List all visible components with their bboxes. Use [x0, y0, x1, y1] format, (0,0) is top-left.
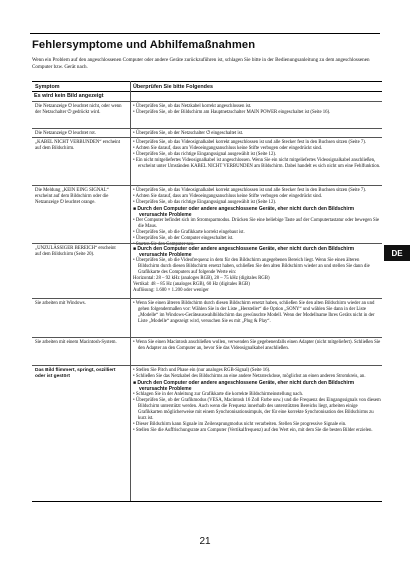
symptom-cell: Die Meldung „KEIN EING SIGNAL“ erscheint auf dem Bildschirm oder die Netzanzeige ⏻ leuchtet orange.	[35, 187, 109, 205]
check-item: • Stellen Sie Pitch und Phase ein (nur analoges RGB-Signal) (Seite 16).	[133, 367, 271, 373]
table-row	[32, 337, 382, 366]
check-item: • Ein nicht mitgeliefertes Videosignalkabel ist angeschlossen. Wenn Sie ein nicht mitgeliefertes Videosignalkabel anschließen, erscheint unter Umständen KABEL NICHT VERBUNDEN am Bildschirm. Dabei handelt es sich nicht um eine Fehlfunktion.	[133, 157, 381, 169]
symptom-cell: Die Netzanzeige ⏻ leuchtet nicht, oder wenn der Netzschalter ⏻ gedrückt wird.	[35, 103, 122, 115]
check-item: • Überprüfen Sie, ob das richtige Eingangssignal ausgewählt ist (Seite 12).	[133, 151, 277, 157]
check-item: Horizontal: 28 – 92 kHz (analoges RGB), 28 – 75 kHz (digitales RGB)	[133, 275, 270, 281]
table-row	[32, 185, 382, 247]
check-item: • Überprüfen Sie, ob die Videofrequenz in dem für den Bildschirm angegebenen Bereich liegt. Wenn Sie einen älteren Bildschirm durch diesen Bildschirm ersetzt haben, schließen Sie den alten Bildschirm wieder an und stellen Sie dann die Grafikkarte des Computers auf folgende Werte ein:	[133, 257, 370, 275]
check-cell	[133, 131, 381, 137]
check-cell	[133, 368, 381, 434]
check-item: • Wenn Sie einen Macintosh anschließen wollen, verwenden Sie gegebenenfalls einen Adapter (nicht mitgeliefert). Schließen Sie den Adapter an den Computer an, bevor Sie das Videosignalkabel anschließen.	[133, 339, 381, 351]
section-heading: Es wird kein Bild angezeigt	[34, 93, 104, 99]
table-bottom-rule	[32, 501, 382, 502]
table-header	[32, 81, 382, 92]
check-item: Vertikal: 48 – 85 Hz (analoges RGB), 60 Hz (digitales RGB)	[133, 281, 250, 287]
check-cell	[133, 104, 381, 116]
check-cell	[133, 188, 381, 248]
check-item: • Dieser Bildschirm kann Signale im Zeilensprungmodus nicht verarbeiten. Stellen Sie progressive Signale ein.	[133, 421, 347, 427]
check-item: • Schließen Sie das Netzkabel des Bildschirms an eine andere Netzsteckdose, möglichst an einen anderen Stromkreis, an.	[133, 373, 366, 379]
check-item: • Stellen Sie die Auffrischungsrate am Computer (Vertikalfrequenz) auf den Wert ein, mit dem Sie die besten Bilder erzielen.	[133, 427, 373, 433]
cause-heading: ■ Durch den Computer oder andere angeschlossene Geräte, eher nicht durch den Bildschirm verursachte Probleme	[133, 245, 355, 258]
symptom-cell: Das Bild flimmert, springt, oszilliert oder ist gestört	[35, 367, 116, 379]
column-divider	[130, 81, 131, 501]
symptom-cell: „UNZULÄSSIGER BEREICH“ erscheint auf dem Bildschirm (Seite 20).	[35, 245, 116, 257]
intro-text: Wenn ein Problem auf den angeschlossenen Computer oder andere Geräte zurückzuführen ist, schlagen Sie bitte in der Bedienungsanleitung zu dem angeschlossenen Computer bzw. Gerät nach.	[32, 57, 370, 70]
check-item: • Überprüfen Sie, ob der Netzschalter ⏻ eingeschaltet ist.	[133, 130, 244, 136]
symptom-cell: „KABEL NICHT VERBUNDEN“ erscheint auf dem Bildschirm.	[35, 139, 121, 151]
column-header-check: Überprüfen Sie bitte Folgendes	[133, 83, 213, 90]
check-item: • Überprüfen Sie, ob das Netzkabel korrekt angeschlossen ist.	[133, 103, 252, 109]
check-cell	[133, 340, 381, 352]
check-item: Auflösung: 1.600 × 1.200 oder weniger	[133, 287, 209, 293]
page-number: 21	[199, 536, 211, 547]
table-row	[32, 243, 382, 299]
check-item: • Der Computer befindet sich im Stromsparmodus. Drücken Sie eine beliebige Taste auf der Computertastatur oder bewegen Sie die Maus.	[133, 217, 380, 229]
check-item: • Starten Sie den Computer neu.	[133, 241, 195, 247]
check-cell	[133, 246, 381, 294]
check-item: • Überprüfen Sie, ob der Bildschirm am Hauptnetzschalter MAIN POWER eingeschaltet ist (Seite 16).	[133, 109, 331, 115]
check-item: • Achten Sie darauf, dass am Videoeingangsanschluss keine Stifte verbogen oder eingedrückt sind.	[133, 145, 323, 151]
top-rule	[30, 33, 380, 34]
table-row	[32, 365, 382, 502]
symptom-cell: Sie arbeiten mit einem Macintosh-System.	[35, 339, 117, 345]
check-item: • Überprüfen Sie, ob das Videosignalkabel korrekt angeschlossen ist und alle Stecker fest in den Buchsen sitzen (Seite 7).	[133, 187, 367, 193]
page-title: Fehlersymptome und Abhilfemaßnahmen	[32, 39, 256, 51]
symptom-cell: Sie arbeiten mit Windows.	[35, 300, 86, 306]
table-row	[32, 137, 382, 186]
check-item: • Überprüfen Sie, ob der Computer eingeschaltet ist.	[133, 235, 234, 241]
column-header-symptom: Symptom	[35, 83, 60, 90]
cause-heading: ■ Durch den Computer oder andere angeschlossene Geräte, eher nicht durch den Bildschirm verursachte Probleme	[133, 205, 355, 218]
check-item: • Überprüfen Sie, ob das richtige Eingangssignal ausgewählt ist (Seite 12).	[133, 199, 277, 205]
table-row	[32, 298, 382, 338]
check-cell	[133, 301, 381, 325]
cause-heading: ■ Durch den Computer oder andere angeschlossene Geräte, eher nicht durch den Bildschirm verursachte Probleme	[133, 379, 355, 392]
check-cell	[133, 140, 381, 170]
language-tab: DE	[384, 245, 410, 261]
check-item: • Überprüfen Sie, ob die Grafikkarte korrekt eingebaut ist.	[133, 229, 245, 235]
check-item: • Überprüfen Sie, ob der Grafikmodus (VESA, Macintosh 16 Zoll Farbe usw.) und die Frequenz des Eingangssignals von diesem Bildschirm unterstützt werden. Auch wenn die Frequenz innerhalb des unterstützten Bereichs liegt, arbeiten einige Grafikkarten möglicherweise mit einem Synchronisationsimpuls, der für eine korrekte Synchronisation des Bildschirms zu kurz ist.	[133, 397, 381, 421]
symptom-cell: Die Netzanzeige ⏻ leuchtet rot.	[35, 130, 96, 136]
check-item: • Schlagen Sie in der Anleitung zur Grafikkarte die korrekte Bildschirmeinstellung nach.	[133, 391, 304, 397]
check-item: • Wenn Sie einen älteren Bildschirm durch diesen Bildschirm ersetzt haben, schließen Sie den alten Bildschirm wieder an und gehen folgendermaßen vor: Wählen Sie in der Liste „Hersteller“ die Option „SONY“ und wählen Sie dann in der Liste „Modelle“ im Windows-Geräteauswahlbildschirm das gewünschte Modell. Wenn der Modellname Ihres Geräts nicht in der Liste „Modelle“ angezeigt wird, versuchen Sie es mit „Plug & Play“.	[133, 300, 375, 324]
table-row	[32, 101, 382, 129]
check-item: • Achten Sie darauf, dass am Videoeingangsanschluss keine Stifte verbogen oder eingedrückt sind.	[133, 193, 323, 199]
check-item: • Überprüfen Sie, ob das Videosignalkabel korrekt angeschlossen ist und alle Stecker fest in den Buchsen sitzen (Seite 7).	[133, 139, 367, 145]
